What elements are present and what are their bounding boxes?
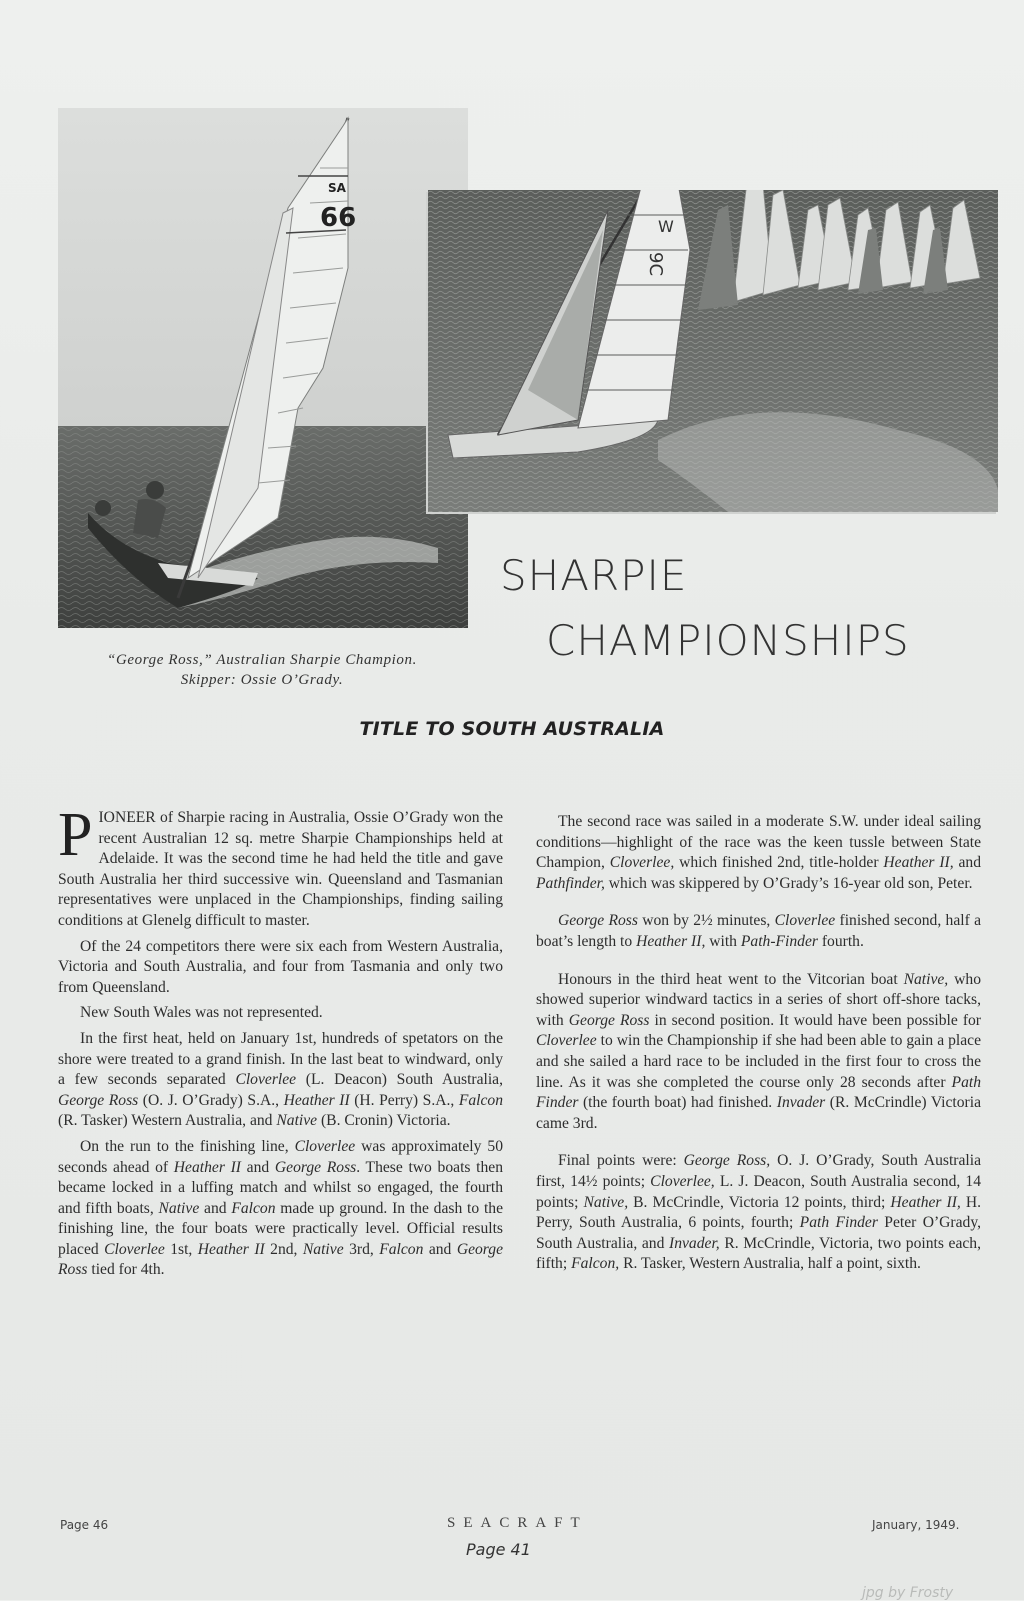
boat-name: Falcon, (571, 1255, 620, 1273)
boat-name: Falcon (458, 1091, 504, 1109)
caption-line-1: “George Ross,” Australian Sharpie Champion. (107, 652, 417, 668)
boat-name: Pathfinder, (536, 874, 605, 892)
scan-page-label: Page 41 (466, 1540, 531, 1559)
text-run: finished second, half a boat’s length to (536, 912, 981, 950)
text-run: O. J. O’Grady, South Australia first, 14½ points; (536, 1152, 981, 1190)
text-run: (H. Perry) S.A., (349, 1091, 459, 1109)
footer-magazine-name: SEACRAFT (447, 1515, 588, 1531)
paragraph-second-result (536, 911, 981, 952)
article-column-right (536, 812, 981, 1292)
sail-letters: SA (328, 181, 346, 195)
text-run: which finished 2nd, title-holder (674, 854, 884, 872)
boat-name: Invader, (669, 1234, 720, 1252)
boat-name: Heather II, (636, 932, 706, 950)
text-run: in second position. It would have been possible for (649, 1011, 982, 1029)
boat-name: Native, (583, 1193, 629, 1211)
boat-name: Cloverlee (294, 1137, 356, 1155)
boat-name: Heather II, (890, 1193, 961, 1211)
boat-name: George Ross (558, 912, 638, 930)
text-run: Final points were: (558, 1152, 684, 1170)
headline-line-2: CHAMPIONSHIPS (546, 616, 910, 665)
text-run: (L. Deacon) South Australia, (296, 1071, 503, 1089)
boat-name: Path Finder (536, 1073, 981, 1112)
boat-name: George Ross (58, 1240, 503, 1279)
boat-name: George Ross, (683, 1152, 771, 1170)
text-run: L. J. Deacon, South Australia second, 14 points; (536, 1172, 982, 1211)
text-run: On the run to the finishing line, (80, 1137, 295, 1155)
boat-name: Native (302, 1240, 344, 1258)
boat-name: Heather II (197, 1240, 265, 1258)
photo-caption (62, 650, 462, 690)
text-run: In the first heat, held on January 1st, hundreds of spetators on the shore were treated to a grand finish. In the last beat to windward, only a few seconds separated (58, 1029, 503, 1089)
article-subtitle: TITLE TO SOUTH AUSTRALIA (359, 718, 665, 740)
text-run: R. McCrindle, Victoria, two points each, fifth; (536, 1234, 981, 1273)
boat-name: Heather II (283, 1091, 350, 1109)
boat-name: Invader (776, 1094, 826, 1112)
boat-name: Heather II (173, 1158, 241, 1176)
boat-name: Native (276, 1112, 318, 1130)
text-run: 3rd, (343, 1240, 380, 1258)
text-run: and (953, 854, 981, 872)
paragraph-finish (58, 1137, 503, 1281)
boat-name: Native, (903, 970, 949, 988)
paragraph-intro-text: IONEER of Sharpie racing in Australia, Ossie O’Grady won the recent Australian 12 sq. metre Sharpie Championships held at Adelaide. It was the second time he had held the title and gave South Australia her third successive win. Queensland and Tasmanian representatives were unplaced in the Championships, finding sailing conditions at Glenelg difficult to master. (58, 809, 503, 929)
photo-sharpie-fleet (428, 190, 998, 512)
text-run: (R. Tasker) Western Australia, and (58, 1112, 277, 1130)
text-run: 2nd, (264, 1240, 303, 1258)
drop-cap: P (58, 801, 93, 869)
boat-name: Cloverlee (235, 1071, 297, 1089)
text-run: (R. McCrindle) Victoria came 3rd. (536, 1094, 981, 1132)
headline-line-1: SHARPIE (500, 551, 688, 600)
text-run: tied for 4th. (87, 1261, 165, 1279)
text-run: B. McCrindle, Victoria 12 points, third; (628, 1193, 891, 1211)
paragraph-nsw: New South Wales was not represented. (80, 1004, 323, 1022)
scan-watermark: jpg by Frosty (862, 1585, 954, 1601)
paragraph-intro (58, 801, 503, 932)
text-run: made up ground. In the dash to the finishing line, the four boats were practically level. Official results placed (58, 1199, 504, 1258)
text-run: (B. Cronin) Victoria. (317, 1112, 451, 1130)
sharpie-photo-illustration (58, 108, 468, 628)
text-run: won by 2½ minutes, (637, 912, 775, 930)
text-run: was approximately 50 seconds ahead of (58, 1137, 503, 1176)
boat-name: Heather II, (883, 854, 954, 872)
sail-number: 9C (645, 252, 666, 277)
text-run: to win the Championship if she had been able to gain a place and she sailed a hard race to be included in the first four to cross the line. As it was she completed the course only 28 seconds after (536, 1032, 981, 1091)
fleet-photo-illustration (428, 190, 998, 512)
text-run: Honours in the third heat went to the Vitcorian boat (558, 970, 904, 988)
sail-letters: W (658, 217, 674, 236)
text-run: fourth. (817, 932, 864, 950)
boat-name: Path-Finder (740, 932, 818, 950)
text-run: and (199, 1199, 232, 1217)
boat-name: Cloverlee, (650, 1172, 715, 1190)
text-run: 1st, (164, 1240, 198, 1258)
paragraph-competitors: Of the 24 competitors there were six each from Western Australia, Victoria and South Australia, and four from Tasmania and only two from Queensland. (58, 937, 503, 996)
boat-name: George Ross (568, 1011, 650, 1029)
text-run: who showed superior windward tactics in a series of short off-shore tacks, with (536, 970, 981, 1029)
paragraph-first-heat (58, 1029, 503, 1132)
caption-line-2: Skipper: Ossie O’Grady. (180, 672, 344, 688)
boat-name: Native (158, 1199, 200, 1217)
text-run: H. Perry, South Australia, 6 points, fourth; (536, 1193, 982, 1232)
boat-name: Cloverlee (774, 912, 836, 930)
boat-name: Falcon (231, 1199, 276, 1217)
boat-name: Cloverlee (104, 1240, 165, 1258)
footer-issue-date: January, 1949. (872, 1518, 960, 1532)
photo-george-ross (58, 108, 468, 628)
text-run: R. Tasker, Western Australia, half a point, sixth. (619, 1255, 921, 1273)
footer-page-number: Page 46 (60, 1518, 109, 1532)
paragraph-second-race (536, 812, 981, 894)
boat-name: Path Finder (799, 1214, 878, 1232)
text-run: which was skippered by O’Grady’s 16-year old son, Peter. (604, 874, 973, 892)
text-run: with (705, 932, 741, 950)
boat-name: Cloverlee (536, 1032, 597, 1050)
text-run: and (240, 1158, 275, 1176)
text-run: The second race was sailed in a moderate S.W. under ideal sailing conditions—highlight of the race was the keen tussle between State Champion, (536, 813, 981, 872)
paragraph-final-points (536, 1151, 981, 1275)
boat-name: Cloverlee, (609, 854, 675, 872)
boat-name: Falcon (379, 1240, 424, 1258)
sail-number: 66 (320, 203, 357, 233)
article-column-left (58, 801, 504, 1286)
text-run: (O. J. O’Grady) S.A., (138, 1091, 284, 1109)
boat-name: George Ross (274, 1158, 357, 1176)
boat-name: George Ross (58, 1091, 139, 1109)
text-run: Peter O’Grady, South Australia, and (536, 1214, 982, 1252)
paragraph-third-heat (536, 970, 981, 1135)
text-run: and (423, 1240, 457, 1258)
text-run: . These two boats then became locked in a luffing match and whilst so engaged, the fourth and fifth boats, (58, 1158, 504, 1217)
text-run: (the fourth boat) had finished. (578, 1094, 777, 1112)
